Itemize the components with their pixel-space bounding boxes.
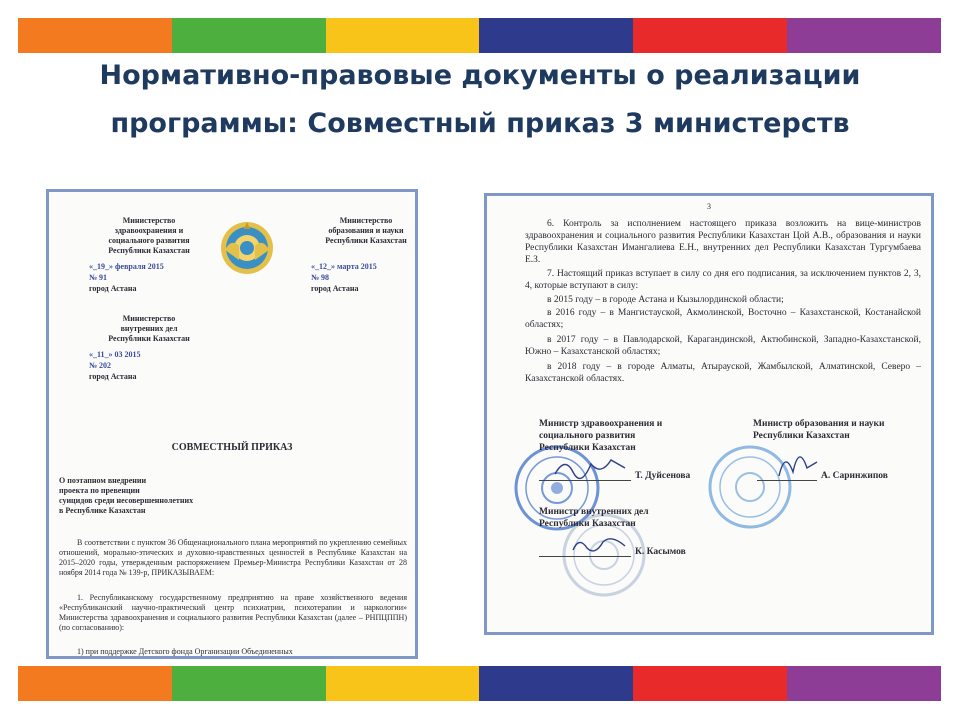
- order-body-paragraph: В соответствии с пунктом 36 Общенационального плана мероприятий по укреплению семейных отношений, морально-этических и духовно-нравственных ценностей в Республике Казахстан на 2015–2020 годы, утвержденным распоряжением Премьер-Министра Республики Казахстан от 28 ноября 2014 года № 139-р, ПРИКАЗЫВАЕМ:: [59, 538, 407, 577]
- slide-title-line1: Нормативно-правовые документы о реализации: [99, 60, 861, 91]
- subject-line: в Республике Казахстан: [59, 506, 146, 515]
- header-line: Министерство: [122, 314, 176, 323]
- order-clause: в 2015 году – в городе Астана и Кызылординской области;: [547, 295, 784, 305]
- order-subject: [59, 476, 259, 516]
- slide-title-line2: программы: Совместный приказ 3 министерств: [110, 108, 850, 139]
- signer-interior-title: [539, 506, 719, 530]
- state-emblem-icon: [219, 220, 275, 276]
- title-line: Министр здравоохранения и: [539, 419, 663, 429]
- stripe-segment: [479, 18, 633, 53]
- stripe-segment: [172, 666, 326, 701]
- stripe-segment: [18, 18, 172, 53]
- header-line: Республики Казахстан: [325, 236, 407, 245]
- stripe-segment: [787, 18, 941, 53]
- stripe-segment: [633, 18, 787, 53]
- title-line: Министр образования и науки: [753, 419, 885, 429]
- header-line: Министерство: [339, 216, 393, 225]
- header-line: внутренних дел: [120, 324, 178, 333]
- ministry-interior-city: город Астана: [89, 372, 137, 381]
- ministry-health-date: «_19_» февраля 2015: [89, 262, 164, 271]
- ministry-interior-header: [89, 314, 209, 344]
- order-clause: в 2017 году – в Павлодарской, Карагандинской, Актюбинской, Западно-Казахстанской, Южно – Казахстанской областях;: [525, 335, 921, 357]
- header-line: Министерство: [122, 216, 176, 225]
- signer-health-title: [539, 418, 719, 454]
- ministry-education-number: № 98: [311, 273, 330, 282]
- order-clause: в 2016 году – в Мангистауской, Акмолинской, Восточно – Казахстанской, Костанайской областях;: [525, 308, 921, 330]
- subject-line: О поэтапном внедрении: [59, 476, 147, 485]
- ministry-interior-date: «_11_» 03 2015: [89, 350, 141, 359]
- stripe-segment: [479, 666, 633, 701]
- ministry-education-header: [311, 216, 418, 246]
- slide-title: [40, 52, 920, 148]
- bottom-color-stripe: [18, 666, 941, 701]
- top-color-stripe: [18, 18, 941, 53]
- subject-line: суицидов среди несовершеннолетних: [59, 496, 194, 505]
- header-line: Республики Казахстан: [108, 334, 190, 343]
- stripe-segment: [633, 666, 787, 701]
- header-line: Республики Казахстан: [108, 246, 190, 255]
- stripe-segment: [326, 666, 480, 701]
- handwritten-signature-icon: [773, 442, 823, 482]
- signer-education-name: А. Саринжипов: [821, 471, 888, 481]
- signer-interior-name: К. Касымов: [635, 547, 686, 557]
- header-line: образования и науки: [328, 226, 404, 235]
- joint-order-first-page: [46, 189, 418, 659]
- order-clause: 6. Контроль за исполнением настоящего приказа возложить на вице-министров здравоохранения и социального развития Республики Казахстан Цой А.В., образования и науки Республики Казахстан Имангалиева Е.Н., внутренних дел Республики Казахстан Тургумбаева Е.З.: [525, 219, 921, 265]
- ministry-health-city: город Астана: [89, 284, 137, 293]
- signer-education-title: [753, 418, 929, 442]
- subject-line: проекта по превенции: [59, 486, 140, 495]
- title-line: Республики Казахстан: [539, 519, 636, 529]
- title-line: социального развития: [539, 431, 636, 441]
- header-line: социального развития: [108, 236, 190, 245]
- signer-health-name: Т. Дуйсенова: [635, 471, 691, 481]
- ministry-interior-number: № 202: [89, 361, 112, 370]
- title-line: Республики Казахстан: [753, 431, 850, 441]
- order-body-paragraph: 1) при поддержке Детского фонда Организации Объединенных: [77, 647, 293, 656]
- order-heading: СОВМЕСТНЫЙ ПРИКАЗ: [171, 442, 293, 453]
- ministry-health-header: [89, 216, 209, 256]
- order-clause: в 2018 году – в городе Алматы, Атырауской, Жамбылской, Алматинской, Северо – Казахстанской областях.: [525, 362, 921, 384]
- ministry-education-city: город Астана: [311, 284, 359, 293]
- joint-order-last-page: [484, 193, 934, 635]
- stripe-segment: [787, 666, 941, 701]
- stripe-segment: [326, 18, 480, 53]
- handwritten-signature-icon: [551, 452, 631, 482]
- title-line: Республики Казахстан: [539, 443, 636, 453]
- stripe-segment: [172, 18, 326, 53]
- order-clause: 7. Настоящий приказ вступает в силу со дня его подписания, за исключением пунктов 2, 3, 4, которые вступают в силу:: [525, 269, 921, 291]
- stripe-segment: [18, 666, 172, 701]
- title-line: Министр внутренних дел: [539, 507, 649, 517]
- order-body-paragraph: 1. Республиканскому государственному предприятию на праве хозяйственного ведения «Республиканский научно-практический центр психиатрии, психотерапии и наркологии» Министерства здравоохранения и социального развития Республики Казахстан (далее – РНПЦППН) (по согласованию):: [59, 593, 407, 632]
- ministry-health-number: № 91: [89, 273, 108, 282]
- page-number: 3: [707, 202, 711, 211]
- header-line: здравоохранения и: [114, 226, 184, 235]
- ministry-education-date: «_12_» марта 2015: [311, 262, 377, 271]
- handwritten-signature-icon: [569, 532, 629, 558]
